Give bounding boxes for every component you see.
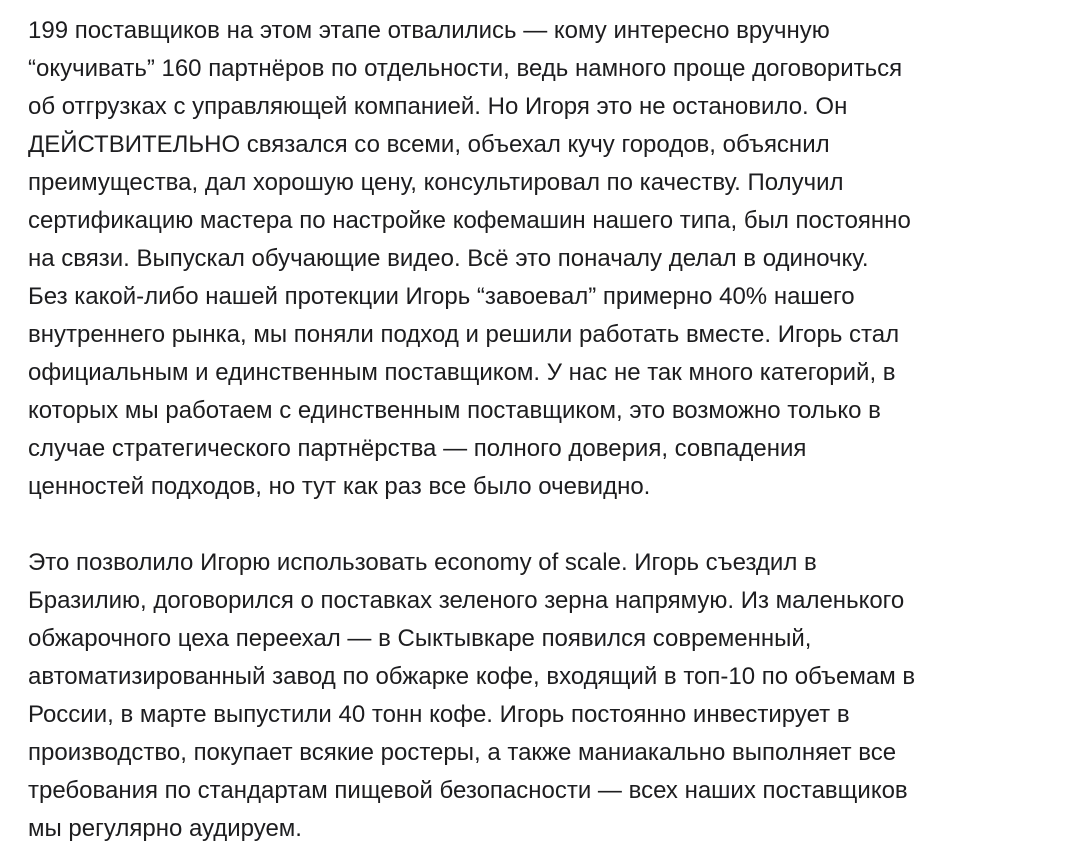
text-line: автоматизированный завод по обжарке кофе, входящий в топ-10 по объемам в bbox=[28, 663, 916, 690]
text-line: производство, покупает всякие ростеры, а также маниакально выполняет все bbox=[28, 739, 897, 766]
paragraph-1 bbox=[28, 12, 1058, 506]
text-line: России, в марте выпустили 40 тонн кофе. Игорь постоянно инвестирует в bbox=[28, 701, 850, 728]
text-line: обжарочного цеха переехал — в Сыктывкаре появился современный, bbox=[28, 625, 812, 652]
text-line: случае стратегического партнёрства — полного доверия, совпадения bbox=[28, 435, 807, 462]
text-line: сертификацию мастера по настройке кофемашин нашего типа, был постоянно bbox=[28, 207, 911, 234]
text-line: внутреннего рынка, мы поняли подход и решили работать вместе. Игорь стал bbox=[28, 321, 900, 348]
text-line: Это позволило Игорю использовать economy of scale. Игорь съездил в bbox=[28, 549, 817, 576]
text-line: “окучивать” 160 партнёров по отдельности, ведь намного проще договориться bbox=[28, 55, 903, 82]
text-line: на связи. Выпускал обучающие видео. Всё это поначалу делал в одиночку. bbox=[28, 245, 869, 272]
text-line: 199 поставщиков на этом этапе отвалились — кому интересно вручную bbox=[28, 17, 830, 44]
text-line: об отгрузках с управляющей компанией. Но Игоря это не остановило. Он bbox=[28, 93, 848, 120]
text-line: официальным и единственным поставщиком. У нас не так много категорий, в bbox=[28, 359, 896, 386]
text-line: ценностей подходов, но тут как раз все было очевидно. bbox=[28, 473, 651, 500]
text-line: мы регулярно аудируем. bbox=[28, 815, 302, 842]
text-line: преимущества, дал хорошую цену, консультировал по качеству. Получил bbox=[28, 169, 844, 196]
text-line: Без какой-либо нашей протекции Игорь “завоевал” примерно 40% нашего bbox=[28, 283, 855, 310]
text-line: Бразилию, договорился о поставках зеленого зерна напрямую. Из маленького bbox=[28, 587, 905, 614]
text-line: ДЕЙСТВИТЕЛЬНО связался со всеми, объехал кучу городов, объяснил bbox=[28, 131, 830, 158]
text-line: которых мы работаем с единственным поставщиком, это возможно только в bbox=[28, 397, 881, 424]
paragraph-2 bbox=[28, 544, 1058, 848]
text-line: требования по стандартам пищевой безопасности — всех наших поставщиков bbox=[28, 777, 908, 804]
